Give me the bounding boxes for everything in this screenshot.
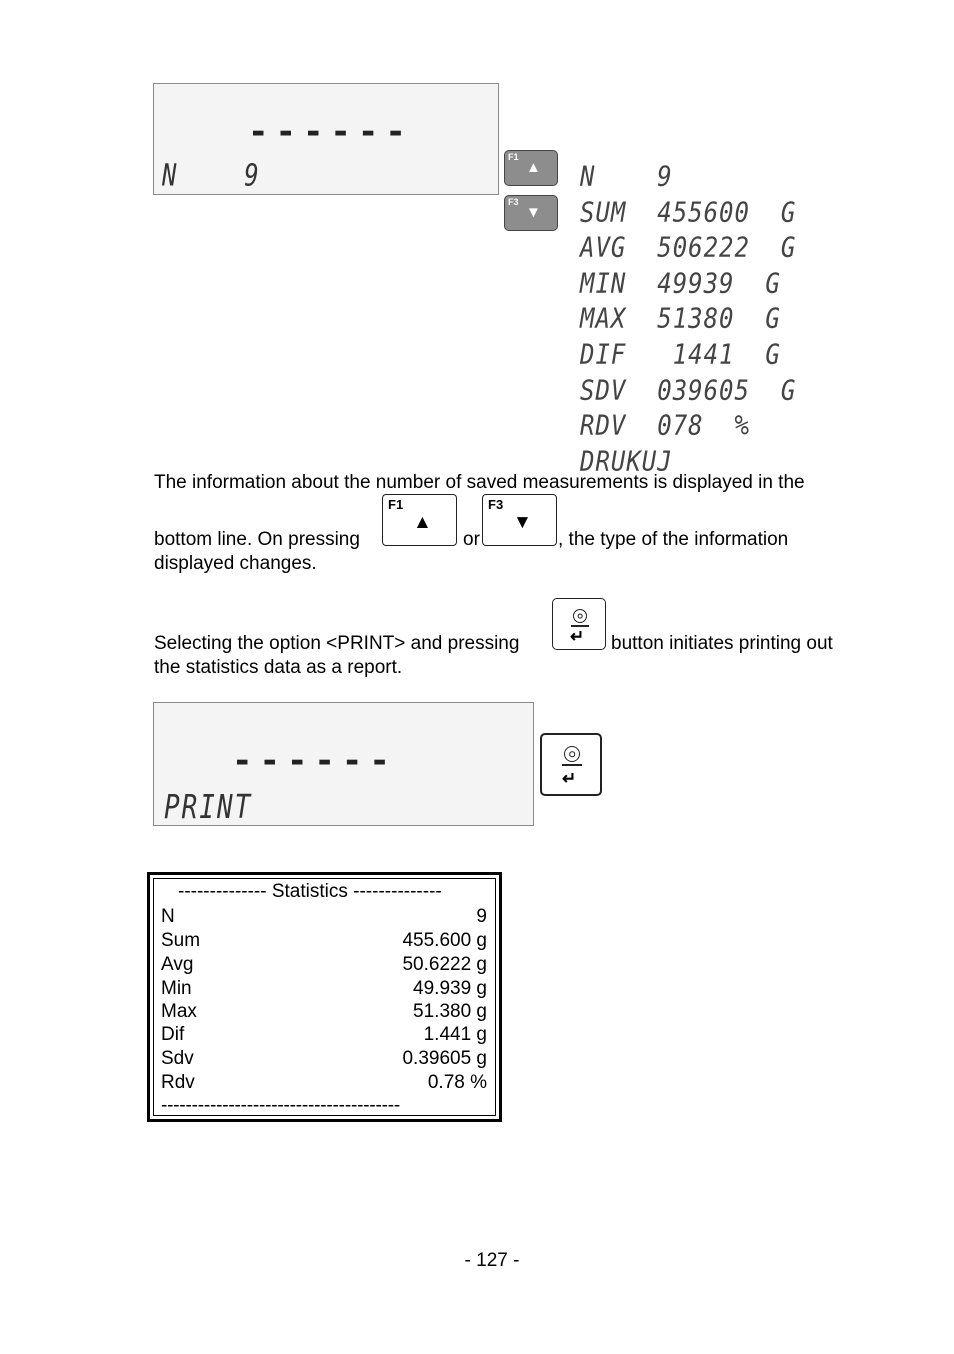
report-label: Avg (161, 954, 194, 975)
f1-label: F1 (508, 152, 519, 162)
f1-label: F1 (388, 497, 404, 512)
report-value: 0.39605 g (402, 1048, 487, 1069)
lcd-display-top (153, 83, 499, 195)
f3-label: F3 (488, 497, 504, 512)
para2-line1b: button initiates printing out (611, 633, 833, 654)
print-icon (573, 609, 587, 623)
report-value: 51.380 g (413, 1001, 487, 1022)
inline-f1-key (382, 494, 457, 546)
para1-line1: The information about the number of saved measurements is displayed in the (154, 472, 805, 493)
report-row (161, 906, 487, 930)
stat-display-list (580, 160, 796, 480)
stat-display-item: SUM 455600 G (580, 195, 797, 228)
report-label: Dif (161, 1024, 185, 1045)
report-row (161, 1048, 487, 1072)
report-label: Max (161, 1001, 197, 1022)
inline-f3-key (482, 494, 557, 546)
report-label: Min (161, 978, 192, 999)
inline-enter-key (552, 598, 606, 650)
report-value: 1.441 g (423, 1024, 487, 1045)
lcd-dashes: ------ (248, 112, 413, 152)
report-footer: --------------------------------------- (161, 1095, 400, 1116)
down-arrow-icon: ▼ (526, 204, 541, 221)
para2-line1a: Selecting the option <PRINT> and pressing (154, 633, 520, 654)
lcd-display-print (153, 702, 534, 826)
f1-up-button[interactable] (504, 150, 558, 186)
report-row (161, 930, 487, 954)
report-label: Rdv (161, 1072, 195, 1093)
report-label: Sum (161, 930, 201, 951)
stat-display-item: DIF 1441 G (580, 337, 781, 371)
para1-line2a: bottom line. On pressing (154, 529, 360, 550)
stat-display-item: DRUKUJ (580, 444, 673, 477)
f3-down-button[interactable] (504, 195, 558, 231)
report-label: Sdv (161, 1048, 194, 1069)
print-icon (564, 746, 580, 762)
down-arrow-icon: ▼ (513, 512, 532, 533)
report-value: 455.600 g (402, 930, 487, 951)
lcd-dashes: ------ (232, 741, 397, 781)
enter-icon: ↵ (570, 627, 585, 646)
stat-display-item: MIN 49939 G (580, 266, 781, 299)
stat-display-item: N 9 (580, 160, 673, 193)
para1-line2c: , the type of the information (558, 529, 789, 550)
report-title: -------------- Statistics -------------- (178, 881, 442, 902)
up-arrow-icon: ▲ (413, 512, 432, 533)
para1-line3: displayed changes. (154, 553, 317, 574)
page-number: - 127 - (464, 1250, 520, 1271)
report-value: 9 (476, 906, 487, 927)
report-value: 50.6222 g (402, 954, 487, 975)
lcd-print-text: PRINT (164, 789, 253, 827)
enter-print-button[interactable] (540, 733, 602, 796)
f3-label: F3 (508, 197, 519, 207)
para1-line2b: or (463, 529, 480, 550)
report-row (161, 954, 487, 978)
statistics-report (147, 872, 502, 1122)
report-value: 0.78 % (427, 1072, 487, 1093)
para2-line2: the statistics data as a report. (154, 657, 403, 678)
stat-display-item: MAX 51380 G (580, 302, 781, 335)
stat-display-item: AVG 506222 G (580, 231, 797, 264)
stat-display-item: SDV 039605 G (580, 373, 797, 406)
report-row (161, 1001, 487, 1025)
stat-display-item: RDV 078 % (580, 409, 750, 442)
lcd-bottom-line: N 9 (162, 158, 261, 193)
report-row (161, 978, 487, 1002)
up-arrow-icon: ▲ (526, 159, 541, 176)
enter-icon: ↵ (562, 769, 577, 788)
report-value: 49.939 g (413, 978, 487, 999)
report-label: N (161, 906, 175, 927)
report-row (161, 1024, 487, 1048)
report-row (161, 1072, 487, 1096)
print-icon-underline (562, 764, 582, 766)
